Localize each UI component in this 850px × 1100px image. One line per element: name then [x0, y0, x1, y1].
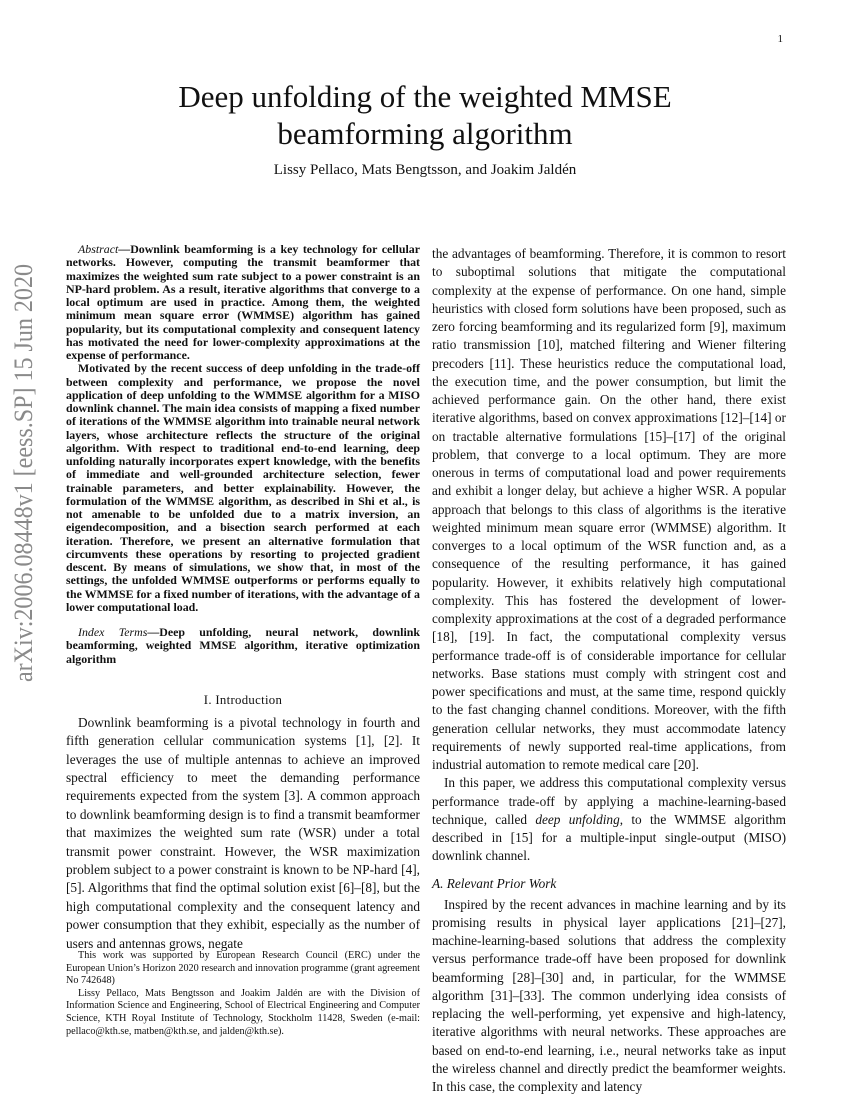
footnote	[66, 950, 420, 1038]
abstract-label: Abstract	[78, 242, 119, 256]
page-number: 1	[777, 33, 783, 45]
abstract-paragraph-2: Motivated by the recent success of deep unfolding in the trade-off between complexity and performance, we propose the novel application of deep unfolding to the WMMSE algorithm for a MISO downlink channel. The main idea consists of mapping a fixed number of iterations of the WMMSE algorithm into trainable neural network layers, whose architecture reflects the structure of the original algorithm. With respect to traditional end-to-end learning, deep unfolding naturally incorporates expert knowledge, with the benefits of immediate and well-grounded architecture selection, fewer trainable parameters, and better explainability. However, the formulation of the WMMSE algorithm, as described in Shi et al., is not amenable to be unfolded due to a matrix inversion, an eigendecomposition, and a bisection search performed at each iteration. Therefore, we present an alternative formulation that circumvents these operations by resorting to projected gradient descent. By means of simulations, we show that, in most of the settings, the unfolded WMMSE outperforms or performs equally to the WMMSE for a fixed number of iterations, with the advantage of a lower computational load.	[66, 361, 420, 614]
left-column	[66, 243, 420, 953]
arxiv-identifier-svg	[2, 262, 42, 682]
index-terms: Index Terms—Deep unfolding, neural network, downlink beamforming, weighted MMSE algorithm, iterative optimization algorithm	[66, 625, 420, 666]
prior-work-body	[432, 896, 786, 1097]
index-terms-text: Deep unfolding, neural network, downlink beamforming, weighted MMSE algorithm, iterative optimization algorithm	[66, 625, 420, 666]
footnote-affiliation: Lissy Pellaco, Mats Bengtsson and Joakim Jaldén are with the Division of Information Science and Engineering, School of Electrical Engineering and Computer Science, KTH Royal Institute of Technology, Stockholm 11428, Sweden (e-mail: pellaco@kth.se, matben@kth.se, and jalden@kth.se).	[66, 987, 420, 1037]
paper-title: Deep unfolding of the weighted MMSE beamforming algorithm	[178, 79, 672, 151]
introduction-paragraph-2	[432, 774, 786, 865]
abstract-text-1: Downlink beamforming is a key technology for cellular networks. However, computing the transmit beamformer that maximizes the weighted sum rate subject to a power constraint is an NP-hard problem. As a result, iterative algorithms that converge to a local optimum are used in practice. Among them, the weighted minimum mean square error (WMMSE) algorithm has gained popularity, but its computational complexity and consequent latency has motivated the need for lower-complexity approximations at the expense of performance.	[66, 242, 420, 362]
abstract-paragraph-1: Abstract—Downlink beamforming is a key technology for cellular networks. However, computing the transmit beamformer that maximizes the weighted sum rate subject to a power constraint is an NP-hard problem. As a result, iterative algorithms that converge to a local optimum are used in practice. Among them, the weighted minimum mean square error (WMMSE) algorithm has gained popularity, but its computational complexity and consequent latency has motivated the need for lower-complexity approximations at the expense of performance.	[66, 242, 420, 362]
introduction-paragraph-2-after: , to the WMMSE algorithm described in [15] for a multiple-input single-output (MISO) downlink channel.	[432, 811, 787, 864]
introduction-paragraph-2-before: In this paper, we address this computational complexity versus performance trade-off by applying a machine-learning-based technique, called	[432, 775, 786, 827]
arxiv-identifier-text: arXiv:2006.08448v1 [eess.SP] 15 Jun 2020	[8, 262, 38, 682]
abstract	[66, 243, 420, 614]
prior-work-paragraph-1: Inspired by the recent advances in machine learning and by its promising results in physical layer applications [21]–[27], machine-learning-based solutions that address the complexity versus performance trade-off have been proposed for downlink beamforming [28]–[30] and, in particular, for the WMMSE algorithm [31]–[33]. The common underlying idea consists of replacing the well-performing, yet expensive and high-latency, iterative algorithms with neural networks. These approaches are based on end-to-end learning, i.e., neural networks take as input the wireless channel and directly predict the beamformer weights. In this case, the complexity and latency	[432, 896, 786, 1094]
arxiv-identifier-stamp	[2, 262, 42, 682]
paper-authors: Lissy Pellaco, Mats Bengtsson, and Joakim Jaldén	[273, 162, 577, 178]
introduction-body	[66, 714, 420, 953]
footnote-funding: This work was supported by European Research Council (ERC) under the European Union’s Horizon 2020 research and innovation programme (grant agreement No 742648)	[66, 950, 420, 987]
index-terms-label: Index Terms	[78, 625, 148, 639]
right-column	[432, 245, 786, 1096]
introduction-body-continued	[432, 245, 786, 866]
section-heading-introduction: I. Introduction	[203, 692, 283, 707]
introduction-paragraph-1: Downlink beamforming is a pivotal technology in fourth and fifth generation cellular communication systems [1], [2]. It leverages the use of multiple antennas to achieve an improved spectral efficiency to meet the demanding performance requirements expected from the system [3]. A common approach to downlink beamforming design is to find a transmit beamformer that maximizes the weighted sum rate (WSR) under a total transmit power constraint. However, the WSR maximization problem subject to a power constraint is known to be NP-hard [4], [5]. Algorithms that find the optimal solution exist [6]–[8], but the high computational complexity and the consequent latency and power consumption that they exhibit, especially as the number of users and antennas grows, negate	[66, 714, 420, 951]
deep-unfolding-emphasis: deep unfolding	[535, 811, 620, 827]
introduction-paragraph-1-continued: the advantages of beamforming. Therefore, it is common to resort to suboptimal solutions that mitigate the computational complexity at the expense of performance. On one hand, simple heuristics with closed form solutions have been proposed, such as zero forcing beamforming and its regularized form [9], maximum ratio transmission [10], matched filtering and Wiener filtering precoders [11]. These heuristics reduce the computational load, the execution time, and the power consumption, but limit the achieved performance gain. On the other hand, there exist iterative algorithms, based on convex approximations [12]–[14] or on tractable alternative formulations [15]–[17] of the original problem, that converge to a local optimum. They are more onerous in terms of computational load and power requirements and exhibit a longer delay, but achieve a higher WSR. A popular approach that belongs to this class of algorithms is the iterative weighted minimum mean square error (WMMSE) algorithm. It converges to a local optimum of the WSR function and, as a consequence of the resulting performance, it has gained popularity. However, it exhibits relatively high computational complexity. This has fostered the development of lower-complexity approximations at the cost of a degraded performance [18], [19]. In fact, the computational complexity versus performance trade-off is of considerable importance for cellular networks. Base stations must comply with stringent cost and power specifications and must, at the same time, respond quickly to the fast changing channel conditions. Moreover, with the fifth generation cellular networks, they must accommodate latency requirements of newly supported real-time applications, from industrial automation to remote medical care [20].	[432, 246, 786, 772]
subsection-heading-prior-work: A. Relevant Prior Work	[432, 875, 557, 891]
